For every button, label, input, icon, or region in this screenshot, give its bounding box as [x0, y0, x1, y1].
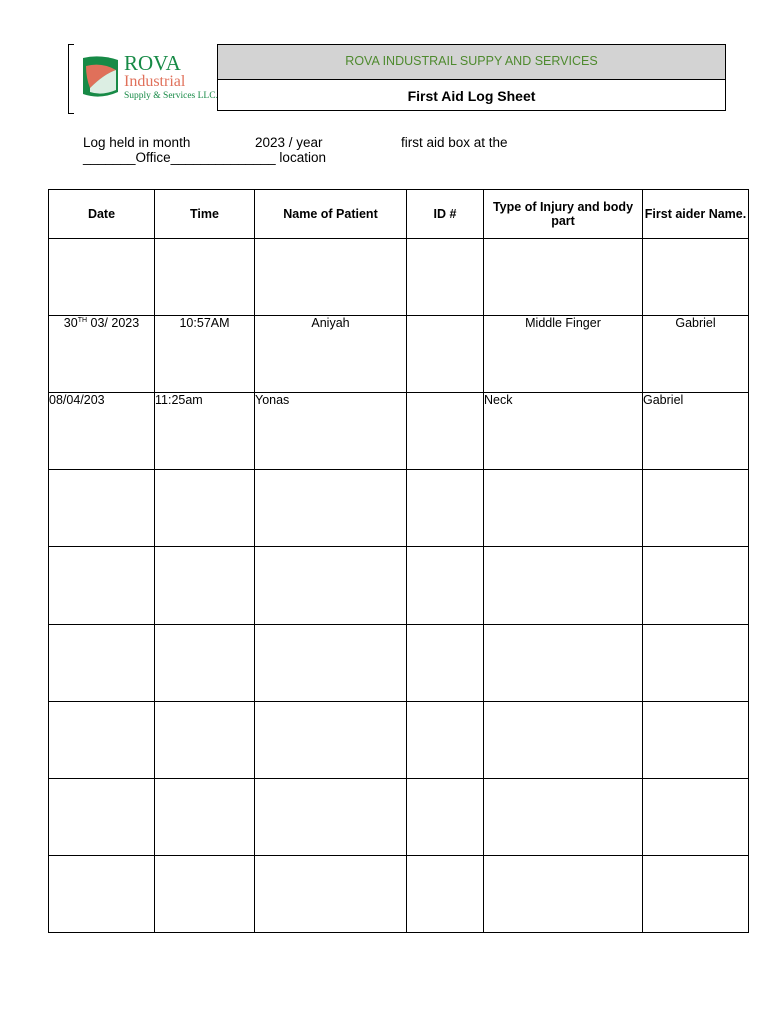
table-row	[49, 624, 749, 701]
table-row	[49, 701, 749, 778]
col-header-injury: Type of Injury and body part	[484, 190, 643, 239]
logo-line3: Supply & Services LLC.	[124, 91, 218, 101]
id-cell	[407, 316, 484, 393]
table-cell	[49, 701, 155, 778]
table-cell	[255, 624, 407, 701]
table-cell	[49, 239, 155, 316]
table-row	[49, 778, 749, 855]
patient-cell: Yonas	[255, 393, 407, 470]
table-cell	[155, 855, 255, 932]
date-cell	[49, 316, 155, 393]
table-cell	[484, 855, 643, 932]
table-cell	[643, 547, 749, 624]
col-header-date: Date	[49, 190, 155, 239]
date-day: 30	[63, 316, 78, 331]
office-line: _______Office______________ location	[83, 150, 326, 165]
table-cell	[484, 701, 643, 778]
injury-cell: Neck	[484, 393, 643, 470]
table-cell	[407, 778, 484, 855]
table-cell	[255, 701, 407, 778]
first-aider-cell: Gabriel	[643, 393, 749, 470]
first-aid-log-table	[48, 189, 749, 933]
table-cell	[155, 778, 255, 855]
table-cell	[643, 701, 749, 778]
table-cell	[484, 239, 643, 316]
box-label: first aid box at the	[401, 135, 508, 150]
first-aider-cell: Gabriel	[643, 316, 749, 393]
table-cell	[407, 547, 484, 624]
table-row	[49, 316, 749, 393]
table-cell	[407, 701, 484, 778]
col-header-patient: Name of Patient	[255, 190, 407, 239]
year-label: 2023 / year	[255, 135, 323, 150]
time-cell: 11:25am	[155, 393, 255, 470]
logo-name: ROVA	[124, 51, 181, 75]
page-title: First Aid Log Sheet	[407, 88, 536, 104]
header-bracket	[68, 44, 74, 114]
id-cell	[407, 393, 484, 470]
table-cell	[407, 624, 484, 701]
table-cell	[49, 470, 155, 547]
table-cell	[155, 239, 255, 316]
table-cell	[643, 624, 749, 701]
header-box	[217, 44, 726, 111]
time-cell: 10:57AM	[155, 316, 255, 393]
table-cell	[49, 624, 155, 701]
table-cell	[49, 547, 155, 624]
logo-line2: Industrial	[124, 73, 186, 90]
date-cell: 08/04/203	[49, 393, 155, 470]
table-cell	[407, 239, 484, 316]
patient-cell: Aniyah	[255, 316, 407, 393]
date-rest: 03/ 2023	[90, 316, 140, 331]
col-header-first-aider: First aider Name.	[643, 190, 749, 239]
table-cell	[255, 470, 407, 547]
injury-cell: Middle Finger	[484, 316, 643, 393]
col-header-time: Time	[155, 190, 255, 239]
table-cell	[155, 470, 255, 547]
table-cell	[255, 778, 407, 855]
table-cell	[484, 470, 643, 547]
col-header-id: ID #	[407, 190, 484, 239]
logo-leaf-icon	[80, 52, 122, 102]
table-row	[49, 393, 749, 470]
date-suffix: TH	[77, 316, 88, 324]
month-label: Log held in month	[83, 135, 191, 150]
table-cell	[643, 470, 749, 547]
table-cell	[49, 778, 155, 855]
table-cell	[155, 701, 255, 778]
table-cell	[255, 547, 407, 624]
table-cell	[643, 855, 749, 932]
table-row	[49, 855, 749, 932]
table-cell	[255, 855, 407, 932]
table-cell	[407, 470, 484, 547]
table-row	[49, 547, 749, 624]
table-cell	[155, 624, 255, 701]
table-row	[49, 470, 749, 547]
company-name: ROVA INDUSTRAIL SUPPY AND SERVICES	[218, 45, 725, 80]
table-cell	[155, 547, 255, 624]
table-cell	[484, 778, 643, 855]
table-cell	[643, 239, 749, 316]
table-cell	[643, 778, 749, 855]
table-cell	[255, 239, 407, 316]
company-logo	[80, 51, 218, 108]
table-row	[49, 239, 749, 316]
table-cell	[484, 624, 643, 701]
table-header-row	[49, 190, 749, 239]
table-cell	[484, 547, 643, 624]
table-cell	[49, 855, 155, 932]
table-cell	[407, 855, 484, 932]
